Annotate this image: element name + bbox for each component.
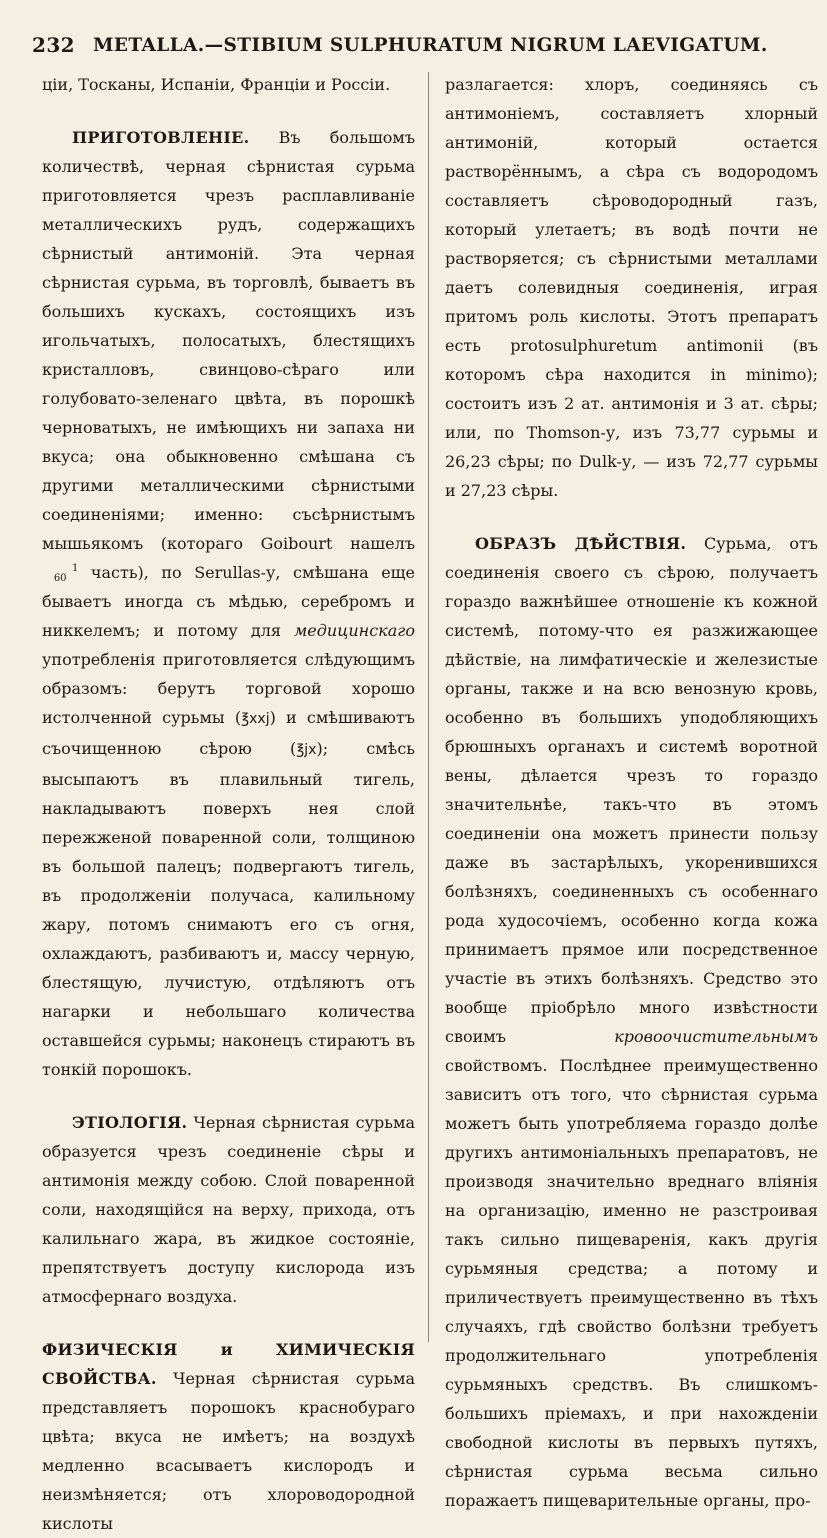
preparation-text-5: ); смѣсь высыпаютъ въ плавильный тигель, накладываютъ поверхъ нея слой пережженой поваренной соли, толщиною въ большой палецъ; подвергаютъ тигель, въ продолженіи получаса, калильному жару, потомъ снимаютъ его съ огня, охлаждаютъ, разбиваютъ и, массу черную, блестящую, лучистую, отдѣляютъ отъ нагарки и небольшаго количества оставшейся сурьмы; наконецъ стираютъ въ тонкій порошокъ. <box>42 739 415 1079</box>
column-divider <box>428 72 429 1342</box>
preparation-paragraph <box>42 123 415 1084</box>
action-text-1: Сурьма, отъ соединенія своего съ сѣрою, получаетъ гораздо важнѣйшее отношеніе къ кожной системѣ, потому-что ея разжижающее дѣйствіе, на лимфатическіе и железистые органы, также и на всю венозную кровь, особенно въ большихъ уподобляющихъ брюшныхъ органахъ и системѣ воротной вены, дѣлается чрезъ то гораздо значительнѣе, такъ-что въ этомъ соединеніи она можетъ принести пользу даже въ застарѣлыхъ, укоренившихся болѣзняхъ, соединенныхъ съ особеннаго рода худосочіемъ, особенно когда кожа принимаетъ прямое или посредственное участіе въ этихъ болѣзняхъ. Средство это вообще пріобрѣло много извѣстности своимъ <box>445 534 818 1046</box>
apothecary-symbol-2: ℥jx <box>296 742 317 758</box>
preparation-text-3: употребленія приготовляется слѣдующимъ образомъ: берутъ торговой хорошо истолченной сурьмы ( <box>42 650 415 727</box>
preparation-text-1: Въ большомъ количествѣ, черная сѣрнистая сурьма приготовляется чрезъ расплавливаніе металлическихъ рудъ, содержащихъ сѣрнистый антимоній. Эта черная сѣрнистая сурьма, въ торговлѣ, бываетъ въ большихъ кускахъ, состоящихъ изъ игольчатыхъ, полосатыхъ, блестящихъ кристалловъ, свинцово-сѣраго или голубовато-зеленаго цвѣта, въ порошкѣ черноватыхъ, не имѣющихъ ни запаха ни вкуса; она обыкновенно смѣшана съ другими металлическими сѣрнистыми соединеніями; именно: съсѣрнистымъ мышьякомъ (котораго Goibourt нашелъ <box>42 128 415 553</box>
etiology-paragraph <box>42 1108 415 1311</box>
preparation-text-2: часть), по Serullas-у, смѣшана еще бываетъ иногда съ мѣдью, серебромъ и никкелемъ; и потому для <box>42 563 415 640</box>
properties-paragraph <box>42 1335 415 1538</box>
properties-heading: ФИЗИЧЕСКІЯ и ХИМИЧЕСКІЯ СВОЙСТВА. <box>42 1340 415 1388</box>
fraction-denominator: 60 <box>53 572 67 584</box>
action-heading: ОБРАЗЪ ДѢЙСТВІЯ. <box>475 534 687 553</box>
continuation-text: ціи, Тосканы, Испаніи, Франціи и Россіи. <box>42 75 391 94</box>
running-title: METALLA.—STIBIUM SULPHURATUM NIGRUM LAEVIGATUM. <box>92 34 768 56</box>
action-text-2: свойствомъ. Послѣднее преимущественно зависитъ отъ того, что сѣрнистая сурьма можетъ быть употребляема гораздо долѣе другихъ антимоніальныхъ препаратовъ, не производя значительно вреднаго вліянія на организацію, именно не разстроивая такъ сильно пищеваренія, какъ другія сурьмяныя средства; а потому и приличествуетъ преимущественно въ тѣхъ случаяхъ, гдѣ свойство болѣзни требуетъ продолжительнаго употребленія сурьмяныхъ средствъ. Въ слишкомъ-большихъ пріемахъ, и при нахожденіи свободной кислоты въ первыхъ путяхъ, сѣрнистая сурьма весьма сильно поражаетъ пищеварительные органы, про- <box>445 1056 818 1510</box>
preparation-heading: ПРИГОТОВЛЕНІЕ. <box>72 128 250 147</box>
running-head <box>32 30 802 60</box>
fraction-numerator: 1 <box>72 562 79 574</box>
preparation-text-4: ) и смѣшиваютъ съочищенною сѣрою ( <box>42 708 415 758</box>
page-number: 232 <box>32 33 75 57</box>
preparation-italic: медицинскаго <box>294 621 415 640</box>
action-italic: кровоочистительнымъ <box>614 1027 818 1046</box>
etiology-heading: ЭТІОЛОГІЯ. <box>72 1113 188 1132</box>
fraction <box>42 564 78 584</box>
etiology-text: Черная сѣрнистая сурьма образуется чрезъ соединеніе сѣры и антимонія между собою. Слой поваренной соли, находящійся на верху, прихода, отъ калильнаго жара, въ жидкое состояніе, препятствуетъ доступу кислорода изъ атмосфернаго воздуха. <box>42 1113 415 1306</box>
left-column <box>42 70 416 1533</box>
action-paragraph <box>445 529 818 1515</box>
properties-text: Черная сѣрнистая сурьма представляетъ порошокъ краснобураго цвѣта; вкуса не имѣетъ; на воздухѣ медленно всасываетъ кислородъ и неизмѣняется; отъ хлороводородной кислоты <box>42 1369 416 1533</box>
right-column <box>445 70 818 1510</box>
apothecary-symbol-1: ℥xxj <box>241 711 270 727</box>
properties-continuation: разлагается: хлоръ, соединяясь съ антимоніемъ, составляетъ хлорный антимоній, который остается растворённымъ, а сѣра съ водородомъ составляетъ сѣроводородный газъ, который улетаетъ; въ водѣ почти не растворяется; съ сѣрнистыми металлами даетъ солевидныя соединенія, играя притомъ роль кислоты. Этотъ препаратъ есть protosulphuretum antimonii (въ которомъ сѣра находится in minimo); состоитъ изъ 2 ат. антимонія и 3 ат. сѣры; или, по Thomson-у, изъ 73,77 сурьмы и 26,23 сѣры; по Dulk-у, — изъ 72,77 сурьмы и 27,23 сѣры. <box>445 75 818 500</box>
